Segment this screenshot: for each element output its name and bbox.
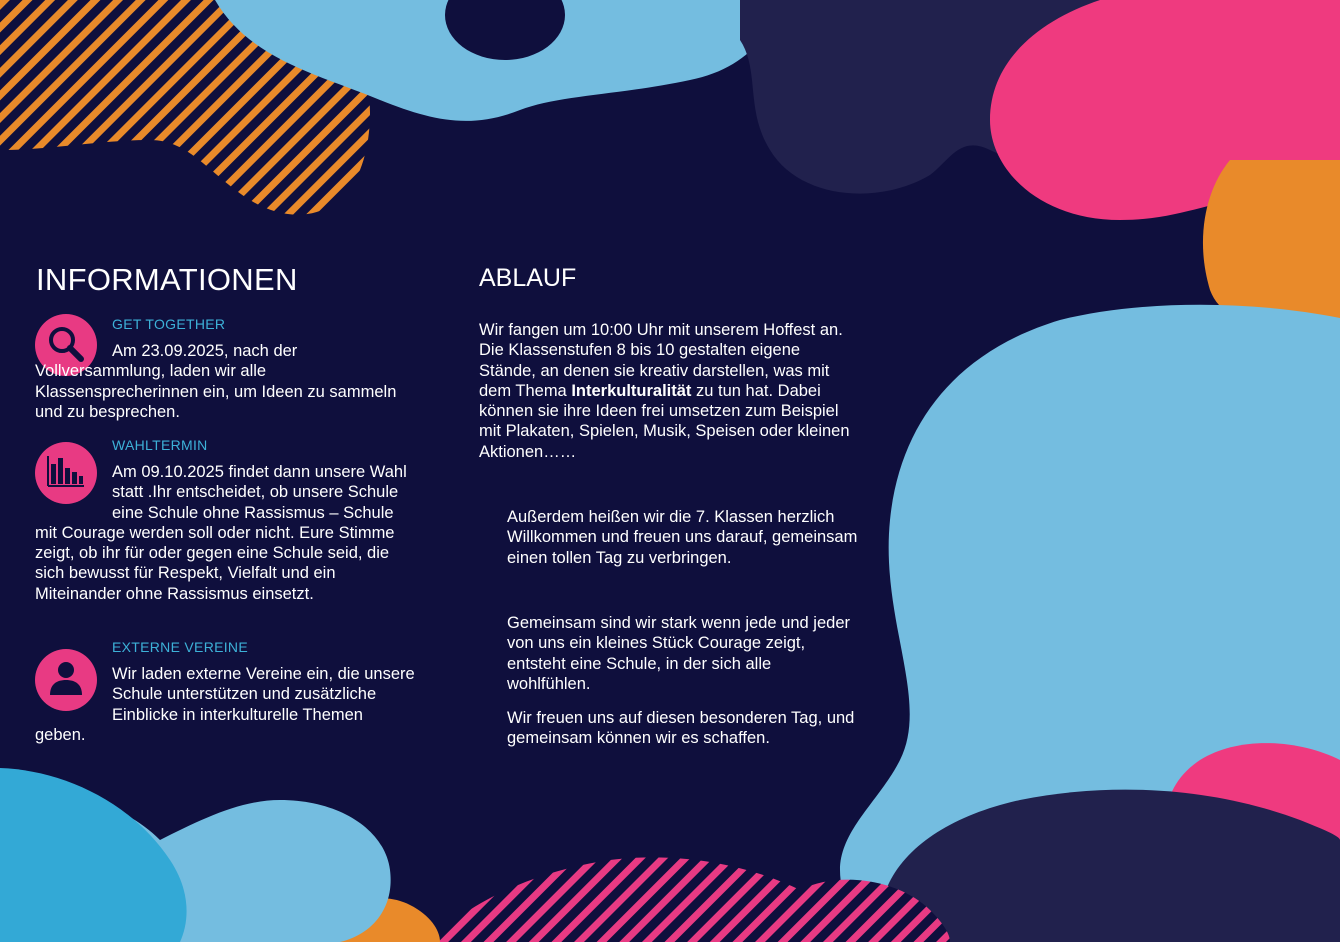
ablauf-strong (507, 613, 852, 694)
get-together-text: Am 23.09.2025, nach der Vollversammlung, laden wir alle Klassensprecherinnen ein, um Ideen zu sammeln und zu besprechen. (35, 342, 397, 421)
section-get-together (35, 314, 415, 422)
ablauf-intro-part2: zu tun hat. Dabei können sie ihre Ideen frei umsetzen zum Beispiel mit Plakaten, Spielen, Musik, Speisen oder kleinen Aktionen…… (479, 381, 850, 461)
ablauf-welcome (507, 507, 867, 568)
get-together-heading: GET TOGETHER (112, 316, 226, 332)
ablauf-intro-bold: Interkulturalität (571, 381, 692, 400)
ablauf-welcome-text: Außerdem heißen wir die 7. Klassen herzlich Willkommen und freuen uns darauf, gemeinsam einen tollen Tag zu verbringen. (507, 508, 858, 567)
wahltermin-heading: WAHLTERMIN (112, 437, 208, 453)
section-title-informationen: INFORMATIONEN (36, 262, 298, 297)
ablauf-closing-text: Wir freuen uns auf diesen besonderen Tag, und gemeinsam können wir es schaffen. (507, 709, 855, 748)
section-externe-vereine (35, 637, 415, 745)
section-wahltermin (35, 435, 415, 604)
externe-vereine-text: Wir laden externe Vereine ein, die unsere Schule unterstützen und zusätzliche Einblicke in interkulturelle Themen geben. (35, 665, 415, 744)
section-title-ablauf: ABLAUF (479, 264, 577, 292)
ablauf-closing (507, 708, 867, 749)
wahltermin-text: Am 09.10.2025 findet dann unsere Wahl statt .Ihr entscheidet, ob unsere Schule eine Schule ohne Rassismus – Schule mit Courage werden soll oder nicht. Eure Stimme zeigt, ob ihr für oder gegen eine Schule seid, die sich bewusst für Respekt, Vielfalt und ein Miteinander ohne Rassismus einsetzt. (35, 463, 407, 603)
ablauf-intro-part1: Wir fangen um 10:00 Uhr mit unserem Hoffest an. Die Klassenstufen 8 bis 10 gestalten eigene Stände, an denen sie kreativ darstellen, was mit dem Thema (479, 321, 843, 400)
externe-vereine-heading: EXTERNE VEREINE (112, 639, 248, 655)
ablauf-intro (479, 320, 859, 462)
ablauf-strong-text: Gemeinsam sind wir stark wenn jede und jeder von uns ein kleines Stück Courage zeigt, entsteht eine Schule, in der sich alle wohlfühlen. (507, 614, 850, 693)
